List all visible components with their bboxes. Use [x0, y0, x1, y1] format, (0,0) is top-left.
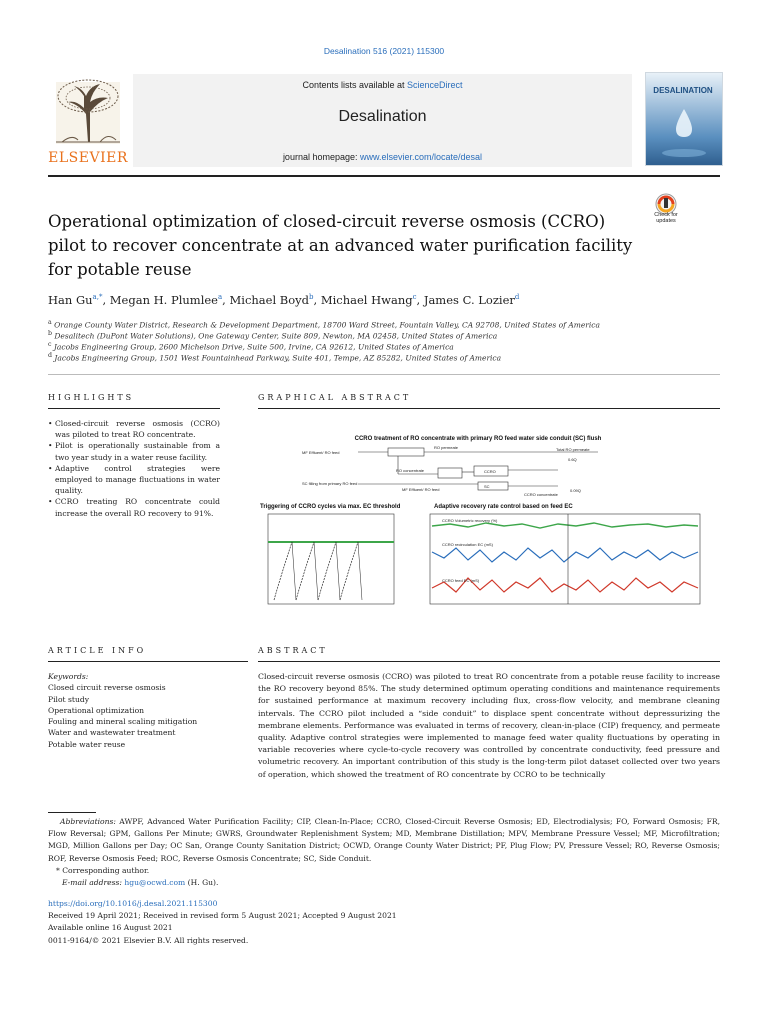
- highlights-list: [48, 418, 220, 519]
- publication-info: [48, 898, 548, 947]
- author-name[interactable]: Megan H. Plumlee: [109, 293, 218, 307]
- affiliation: [48, 352, 708, 363]
- email-link[interactable]: hgu@ocwd.com: [124, 878, 186, 888]
- affiliation-marker: b: [48, 330, 53, 337]
- ga-label-feed-2: MF Effluent/ RO feed: [402, 487, 440, 492]
- ga-left-plot: [258, 512, 406, 612]
- ga-label-ro-concentrate: RO concentrate: [396, 468, 425, 473]
- affiliation-text: Desalitech (DuPont Water Solutions), One Gateway Center, Suite 809, Newton, MA 02458, United States of America: [54, 331, 498, 341]
- abstract-heading: ABSTRACT: [258, 646, 328, 655]
- graphical-abstract-rule: [258, 408, 720, 409]
- keywords-box: [48, 671, 248, 750]
- affiliation-marker: a: [48, 319, 52, 326]
- ga-label-sc: SC: [484, 484, 490, 489]
- ga-series-label: CCRO recirculation EC (mS): [442, 542, 493, 547]
- highlight-item: • Pilot is operationally sustainable from a two year study in a water reuse facility.: [48, 440, 220, 462]
- keyword[interactable]: Potable water reuse: [48, 739, 126, 749]
- affiliation: [48, 330, 708, 341]
- email-footnote: [48, 877, 720, 889]
- corresponding-author-note: * Corresponding author.: [56, 865, 150, 875]
- ga-label-permeate: RO permeate: [434, 445, 459, 450]
- graphical-abstract-heading: GRAPHICAL ABSTRACT: [258, 393, 412, 402]
- journal-homepage-line: [133, 152, 632, 162]
- highlights-rule: [48, 408, 220, 409]
- ga-label-total-permeate: Total RO permeate: [556, 447, 590, 452]
- keyword[interactable]: Pilot study: [48, 694, 89, 704]
- homepage-prefix: journal homepage:: [282, 152, 360, 162]
- keyword[interactable]: Water and wastewater treatment: [48, 728, 176, 738]
- highlights-heading: HIGHLIGHTS: [48, 393, 135, 402]
- footnotes: [48, 816, 720, 889]
- abstract-text: Closed-circuit reverse osmosis (CCRO) was piloted to treat RO concentrate from a potable reuse facility to increase the RO recovery beyond 85%. The study determined optimum operating conditions and maintenance requirements for sustained performance at maximum recovery including flux, cross-flow velocity, and membrane cleaning intervals. The CCRO pilot included a “side conduit” to displace spent concentrate without depressurizing the membrane elements. Performance was evaluated in terms of recovery, clean-in-place (CIP) frequency, and permeate quality. Adaptive control strategies were implemented to manage feed water quality fluctuations by operating in variable recoveries where cycle-to-cycle recovery was controlled by concentrate conductivity, feed pressure and volumetric recovery. An important contribution of this study is the long-term pilot dataset collected over two years of operation, which showed the treatment of RO concentrate by CCRO to be technically: [258, 672, 720, 779]
- keywords-label: Keywords:: [48, 672, 89, 681]
- ga-label-ccro-concentrate: CCRO concentrate: [524, 492, 558, 497]
- journal-homepage-link[interactable]: www.elsevier.com/locate/desal: [360, 152, 483, 162]
- keyword[interactable]: Closed circuit reverse osmosis: [48, 683, 166, 693]
- email-suffix: (H. Gu).: [185, 878, 219, 888]
- highlight-item: • Closed-circuit reverse osmosis (CCRO) was piloted to treat RO concentrate.: [48, 418, 220, 440]
- author-name[interactable]: James C. Lozier: [423, 293, 515, 307]
- affiliation-text: Jacobs Engineering Group, 2600 Michelson Drive, Suite 500, Irvine, CA 92612, United States of America: [53, 342, 454, 352]
- article-info-heading: ARTICLE INFO: [48, 646, 147, 655]
- abbreviations-text: AWPF, Advanced Water Purification Facility; CIP, Clean-In-Place; CCRO, Closed-Circuit Reverse Osmosis; ED, Electrodialysis; FO, Forward Osmosis; FR, Flow Reversal; GPM, Gallons Per Minute; GWRS, Groundwater Replenishment System; MD, Membrane Distillation; MPV, Membrane Pressure Vessel; MF, Microfiltration; MGD, Million Gallons per Day; OC San, Orange County Sanitation District; OCWD, Orange County Water District; PF, Plug Flow; PV, Pressure Vessel; RO, Reverse Osmosis; ROF, Reverse Osmosis Feed; ROC, Reverse Osmosis Concentrate; SC, Side Conduit.: [48, 817, 720, 863]
- journal-citation-link[interactable]: Desalination 516 (2021) 115300: [323, 46, 445, 56]
- abbreviations-label: Abbreviations:: [60, 817, 116, 826]
- keyword[interactable]: Operational optimization: [48, 705, 145, 715]
- online-date: Available online 16 August 2021: [48, 923, 173, 933]
- abbreviations-footnote: [48, 816, 720, 865]
- ga-left-title: Triggering of CCRO cycles via max. EC threshold: [260, 504, 401, 510]
- abstract-rule: [258, 661, 720, 662]
- ga-series-label: CCRO Volumetric recovery (%): [442, 518, 498, 523]
- affiliation-marker: c: [48, 341, 52, 348]
- graphical-abstract-figure[interactable]: [258, 432, 720, 612]
- affiliation-marker: d: [48, 352, 53, 359]
- affiliation: [48, 341, 708, 352]
- paper-title: Operational optimization of closed-circuit reverse osmosis (CCRO) pilot to recover concentrate at an advanced water purification facility for potable reuse: [48, 212, 633, 279]
- cover-title: DESALINATION: [653, 86, 713, 95]
- footnote-rule: [48, 812, 96, 813]
- doi-link[interactable]: https://doi.org/10.1016/j.desal.2021.115300: [48, 899, 218, 908]
- ga-label-flow-1: 0.6Q: [568, 457, 577, 462]
- ga-label-sc-fill: SC filling from primary RO feed: [302, 481, 358, 486]
- author-name[interactable]: Michael Hwang: [320, 293, 413, 307]
- ga-right-title: Adaptive recovery rate control based on feed EC: [434, 504, 573, 510]
- ga-label-ccro: CCRO: [484, 469, 496, 474]
- author-name[interactable]: Han Gu: [48, 293, 93, 307]
- email-label: E-mail address:: [62, 878, 125, 888]
- header-rule: [48, 175, 720, 177]
- author-affil-marker[interactable]: a,*: [92, 293, 103, 302]
- journal-title[interactable]: Desalination: [338, 108, 427, 125]
- author-name[interactable]: Michael Boyd: [229, 293, 310, 307]
- author-list: Han $Gu^{a,*}$, Megan H. Plumlee$^a$, Michael Boyd$^b$, Michael Hwang$^c$, James C. Lozier$^d$: [48, 293, 520, 307]
- author-affil-marker[interactable]: c: [412, 293, 417, 302]
- ga-series-label: CCRO feed EC (mS): [442, 578, 480, 583]
- check-for-updates-label[interactable]: Check for updates: [654, 212, 678, 224]
- ga-label-feed: MF Effluent/ RO feed: [302, 450, 340, 455]
- keyword[interactable]: Fouling and mineral scaling mitigation: [48, 717, 198, 727]
- elsevier-wordmark: ELSEVIER: [48, 150, 128, 166]
- affiliation-text: Jacobs Engineering Group, 1501 West Fountainhead Parkway, Suite 401, Tempe, AZ 85282, United States of America: [54, 353, 502, 363]
- highlight-item: • Adaptive control strategies were employed to manage fluctuations in water quality.: [48, 463, 220, 497]
- received-dates: Received 19 April 2021; Received in revised form 5 August 2021; Accepted 9 August 2021: [48, 911, 397, 921]
- ccro-flow-diagram: [298, 444, 658, 498]
- article-info-rule: [48, 661, 248, 662]
- ga-top-title: CCRO treatment of RO concentrate with primary RO feed water side conduit (SC) flush: [354, 436, 602, 442]
- highlight-item: • CCRO treating RO concentrate could increase the overall RO recovery to 91%.: [48, 496, 220, 518]
- contents-line: [133, 80, 632, 90]
- copyright-line: 0011-9164/© 2021 Elsevier B.V. All rights reserved.: [48, 935, 249, 945]
- author-affil-marker[interactable]: a: [217, 293, 223, 302]
- author-affil-marker[interactable]: d: [514, 293, 520, 302]
- ga-right-plot: [420, 512, 720, 612]
- affiliation: [48, 319, 708, 330]
- divider: [48, 374, 720, 375]
- affiliation-text: Orange County Water District, Research & Development Department, 18700 Ward Street, Fountain Valley, CA 92708, United States of America: [54, 320, 600, 330]
- ga-label-flow-2: 0.09Q: [570, 488, 581, 493]
- sciencedirect-link[interactable]: ScienceDirect: [407, 80, 463, 90]
- author-affil-marker[interactable]: b: [309, 293, 314, 302]
- contents-prefix: Contents lists available at: [302, 80, 408, 90]
